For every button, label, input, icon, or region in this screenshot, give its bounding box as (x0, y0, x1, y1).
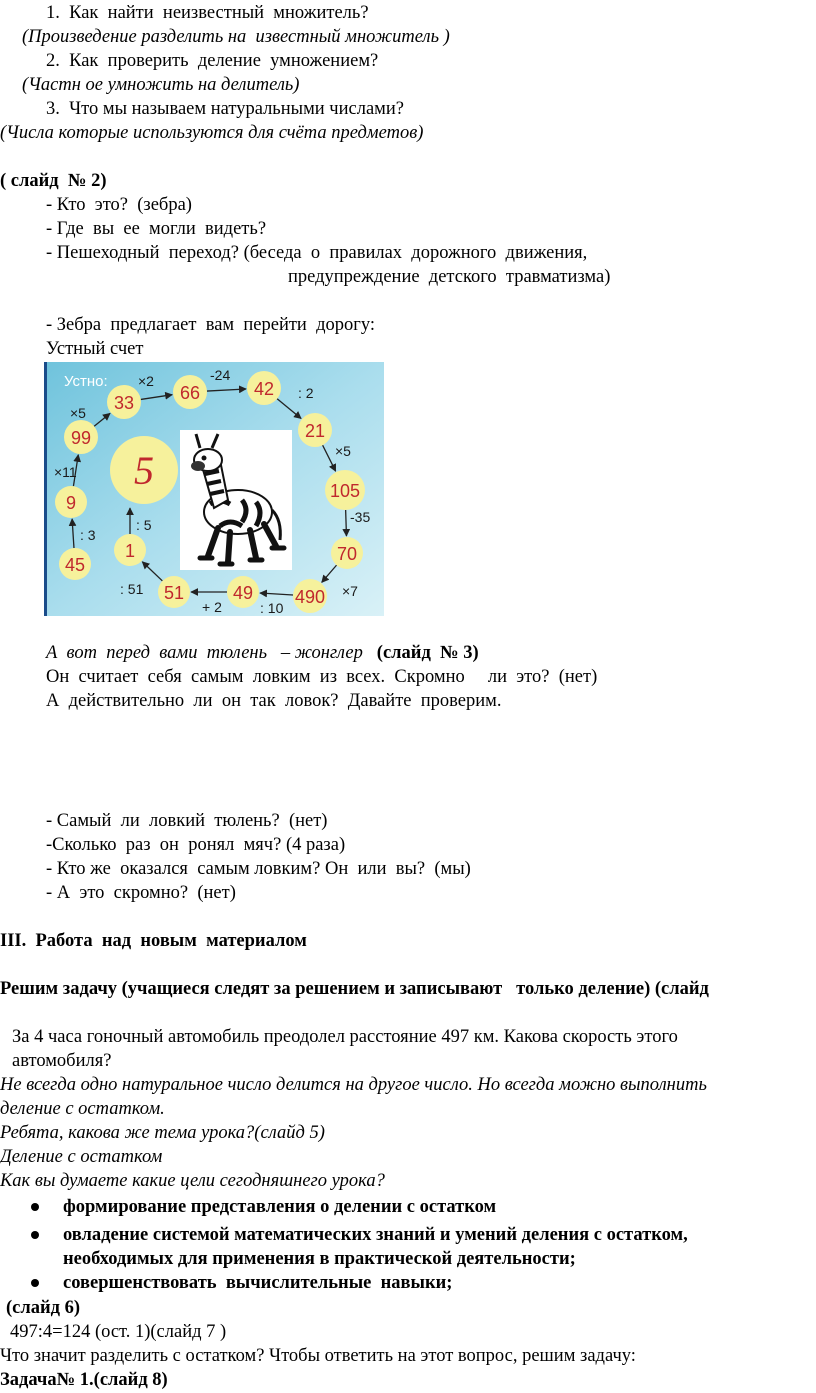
slide3-qa: - Самый ли ловкий тюлень? (нет) (46, 811, 328, 831)
slide3-qa: -Сколько раз он ронял мяч? (4 раза) (46, 835, 346, 855)
operation-label: ×11 (54, 464, 77, 480)
number-node-value: 21 (304, 421, 326, 441)
goal-item: овладение системой математических знаний и умений деления с остатком, (63, 1225, 688, 1245)
answer-1: (Произведение разделить на известный множитель ) (22, 27, 450, 47)
slide2-line: - Пешеходный переход? (беседа о правилах дорожного движения, (46, 243, 588, 263)
operation-label: ×7 (342, 583, 358, 599)
answer-2: (Частн ое умножить на делитель) (22, 75, 300, 95)
zebra-image (180, 430, 292, 570)
operation-label: : 5 (136, 517, 152, 533)
slide2-line: предупреждение детского травматизма) (288, 267, 611, 287)
number-node (247, 371, 281, 405)
section-heading: III. Работа над новым материалом (0, 931, 307, 951)
slide2-heading: ( слайд № 2) (0, 171, 107, 191)
number-node-value: 99 (70, 428, 92, 448)
number-node (227, 576, 259, 608)
number-node (158, 576, 190, 608)
number-node-value: 1 (124, 541, 136, 561)
slide2-line: Устный счет (46, 339, 144, 359)
number-node (298, 413, 332, 447)
goal-item: совершенствовать вычислительные навыки; (63, 1273, 453, 1293)
number-node-value: 9 (65, 493, 77, 513)
italic-line: Как вы думаете какие цели сегодняшнего урока? (0, 1171, 385, 1191)
number-node-value: 45 (64, 555, 86, 575)
slide2-line: - Где вы ее могли видеть? (46, 219, 267, 239)
bullet-icon (31, 1279, 39, 1287)
number-node-value: 105 (329, 481, 361, 501)
operation-label: + 2 (202, 599, 222, 615)
operation-label: ×2 (138, 373, 154, 389)
slide3-intro: А вот перед вами тюлень – жонглер (слайд № 3) (46, 643, 479, 663)
slide2-line: - Кто это? (зебра) (46, 195, 192, 215)
flow-arrow (346, 510, 347, 536)
slide-title: Устно: (64, 373, 108, 390)
number-node (107, 385, 141, 419)
answer-3: (Числа которые используются для счёта предметов) (0, 123, 424, 143)
number-node (325, 470, 365, 510)
slide3-line: Он считает себя самым ловким из всех. Скромно ли это? (нет) (46, 667, 598, 687)
question-1: 1. Как найти неизвестный множитель? (46, 3, 369, 23)
goal-item: необходимых для применения в практической деятельности; (63, 1249, 576, 1269)
number-node-value: 42 (253, 379, 275, 399)
italic-line: Ребята, какова же тема урока?(слайд 5) (0, 1123, 325, 1143)
slide3-line: А действительно ли он так ловок? Давайте проверим. (46, 691, 502, 711)
number-node-value: 49 (232, 583, 254, 603)
operation-label: : 10 (260, 600, 284, 616)
number-node-value: 51 (163, 583, 185, 603)
number-node-value: 490 (294, 587, 326, 607)
number-node-value: 66 (179, 383, 201, 403)
task1-heading: Задача№ 1.(слайд 8) (0, 1370, 168, 1390)
operation-label: ×5 (70, 405, 86, 421)
goal-item: формирование представления о делении с остатком (63, 1197, 497, 1217)
question-line: Что значит разделить с остатком? Чтобы ответить на этот вопрос, решим задачу: (0, 1346, 636, 1366)
number-node-value: 70 (336, 544, 358, 564)
operation-label: -24 (210, 367, 231, 383)
oral-count-slide (44, 362, 384, 616)
operation-label: : 51 (120, 581, 144, 597)
italic-line: деление с остатком. (0, 1099, 165, 1119)
task-intro: Решим задачу (учащиеся следят за решением и записывают только деление) (слайд (0, 979, 709, 999)
question-2: 2. Как проверить деление умножением? (46, 51, 379, 71)
bullet-icon (31, 1231, 39, 1239)
italic-line: Деление с остатком (0, 1147, 163, 1167)
slide2-line: - Зебра предлагает вам перейти дорогу: (46, 315, 375, 335)
number-node (331, 537, 363, 569)
number-node (55, 486, 87, 518)
operation-label: ×5 (335, 443, 351, 459)
oral-count-diagram (44, 362, 384, 616)
center-number: 5 (134, 448, 154, 493)
italic-line: Не всегда одно натуральное число делится на другое число. Но всегда можно выполнить (0, 1075, 707, 1095)
number-node (114, 534, 146, 566)
number-node (293, 579, 327, 613)
task-text: За 4 часа гоночный автомобиль преодолел расстояние 497 км. Какова скорость этого (12, 1027, 678, 1047)
slide3-qa: - А это скромно? (нет) (46, 883, 236, 903)
number-node (59, 548, 91, 580)
number-node (173, 375, 207, 409)
task-text: автомобиля? (12, 1051, 112, 1071)
calc-line: 497:4=124 (ост. 1)(слайд 7 ) (10, 1322, 227, 1342)
operation-label: : 3 (80, 527, 96, 543)
slide-edge (44, 362, 47, 616)
bullet-icon (31, 1203, 39, 1211)
question-3: 3. Что мы называем натуральными числами? (46, 99, 404, 119)
slide3-qa: - Кто же оказался самым ловким? Он или вы? (мы) (46, 859, 471, 879)
operation-label: -35 (350, 509, 371, 525)
number-node (64, 420, 98, 454)
number-node-value: 33 (113, 393, 135, 413)
operation-label: : 2 (298, 385, 314, 401)
slide6-label: (слайд 6) (6, 1298, 81, 1318)
